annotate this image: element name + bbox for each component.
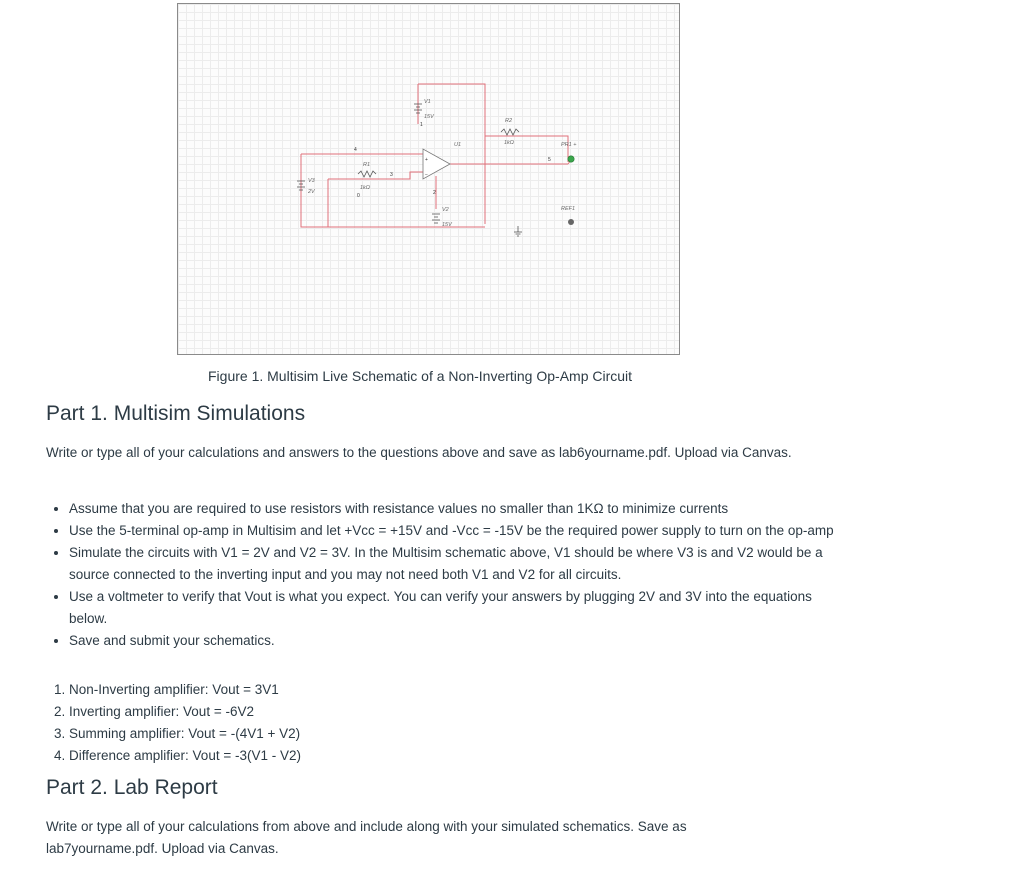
u1-label: U1 [454, 142, 462, 148]
svg-text:+: + [425, 157, 428, 163]
v1-label: V1 [424, 99, 431, 105]
list-item: • Assume that you are required to use resistors with resistance values no smaller than 1KΩ to minimize currents [69, 498, 839, 520]
node-1-label: 1 [420, 122, 423, 128]
part2-text: Write or type all of your calculations from above and include along with your simulated schematics. Save as lab7yourname.pdf. Upload via Canvas. [46, 819, 687, 856]
r2-label: R2 [505, 118, 513, 124]
pr1-label: PR1 + [561, 142, 577, 148]
v3-value: 2V [308, 189, 315, 195]
list-item: 2. Inverting amplifier: Vout = -6V2 [69, 701, 301, 723]
ref1-label: REF1 [561, 206, 576, 212]
list-item: 4. Difference amplifier: Vout = -3(V1 - V2) [69, 745, 301, 767]
list-item: • Use a voltmeter to verify that Vout is what you expect. You can verify your answers by plugging 2V and 3V into the equations below. [69, 586, 839, 630]
r1-value: 1kΩ [360, 185, 370, 191]
r1-resistor-icon [358, 171, 376, 177]
r2-wire [485, 136, 568, 162]
ground-icon [514, 226, 522, 236]
list-item: 3. Summing amplifier: Vout = -(4V1 + V2) [69, 723, 301, 745]
part2-heading: Part 2. Lab Report [46, 776, 218, 799]
ground-bottom-wire [301, 154, 485, 227]
v3-label: V3 [308, 178, 315, 184]
r2-value: 1kΩ [504, 140, 514, 146]
v1-value: 15V [424, 114, 434, 120]
pr1-probe-icon [568, 156, 574, 162]
v2-label: V2 [442, 207, 449, 213]
figure-caption: Figure 1. Multisim Live Schematic of a Non-Inverting Op-Amp Circuit [208, 368, 633, 384]
node-5-label: 5 [548, 157, 551, 163]
ref1-probe-icon [568, 219, 574, 225]
svg-text:−: − [425, 172, 428, 178]
part1-heading: Part 1. Multisim Simulations [46, 402, 306, 425]
list-item: • Save and submit your schematics. [69, 630, 839, 652]
list-item: • Use the 5-terminal op-amp in Multisim and let +Vcc = +15V and -Vcc = -15V be the required power supply to turn on the op-amp [69, 520, 839, 542]
node-2-label: 2 [433, 190, 436, 196]
requirements-list [46, 498, 839, 652]
list-item: • Simulate the circuits with V1 = 2V and V2 = 3V. In the Multisim schematic above, V1 should be where V3 is and V2 would be a source connected to the inverting input and you may not need both V1 and V2 for all circuits. [69, 542, 839, 586]
schematic-figure [177, 3, 680, 355]
list-item: 1. Non-Inverting amplifier: Vout = 3V1 [69, 679, 301, 701]
amplifier-formula-list [46, 679, 301, 767]
op-amp-schematic [178, 4, 681, 356]
node-3-label: 3 [390, 172, 393, 178]
r2-resistor-icon [501, 129, 519, 135]
node-4-label: 4 [354, 147, 357, 153]
node-0-label: 0 [357, 193, 360, 199]
part1-intro: Write or type all of your calculations and answers to the questions above and save as lab6yourname.pdf. Upload via Canvas. [46, 445, 792, 460]
v2-battery-icon [432, 214, 440, 223]
r1-label: R1 [363, 162, 371, 168]
v2-value: 15V [442, 222, 452, 228]
